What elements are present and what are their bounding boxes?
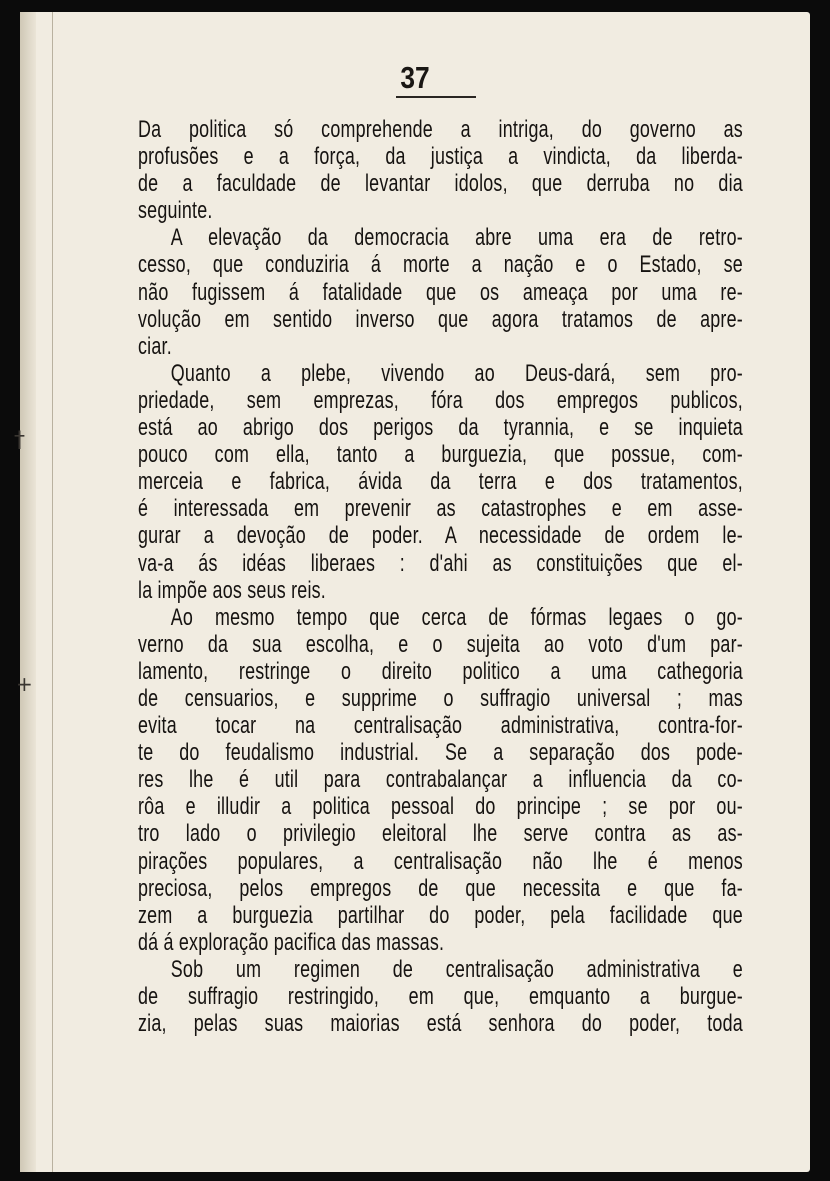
text-line: profusões e a força, da justiça a vindicta, da liberda- xyxy=(138,143,743,171)
page-gutter xyxy=(20,12,36,1172)
text-line: te do feudalismo industrial. Se a separação dos pode- xyxy=(138,739,743,767)
text-line: ciar. xyxy=(138,332,172,360)
text-line: está ao abrigo dos perigos da tyrannia, e se inquieta xyxy=(138,414,743,442)
text-line: zia, pelas suas maiorias está senhora do poder, toda xyxy=(138,1010,743,1038)
text-line: cesso, que conduziria á morte a nação e o Estado, se xyxy=(138,251,743,279)
text-line: de censuarios, e supprime o suffragio universal ; mas xyxy=(138,684,743,712)
text-line: la impõe aos seus reis. xyxy=(138,576,327,604)
text-line: Da politica só comprehende a intriga, do governo as xyxy=(138,116,743,143)
paragraph-3 xyxy=(138,360,743,604)
text-line: va-a ás idéas liberaes : d'ahi as constituições que el- xyxy=(138,549,743,577)
text-line: merceia e fabrica, ávida da terra e dos tratamentos, xyxy=(138,468,743,496)
text-line: rôa e illudir a politica pessoal do principe ; se por ou- xyxy=(138,793,743,821)
text-line: lamento, restringe o direito politico a uma cathegoria xyxy=(138,657,743,685)
text-line: priedade, sem emprezas, fóra dos empregos publicos, xyxy=(138,386,743,414)
text-line: pirações populares, a centralisação não lhe é menos xyxy=(138,847,743,875)
text-line: Ao mesmo tempo que cerca de fórmas legaes o go- xyxy=(170,603,743,631)
text-line: A elevação da democracia abre uma era de retro- xyxy=(170,224,743,252)
paragraph-2 xyxy=(138,224,743,359)
text-line: dá á exploração pacifica das massas. xyxy=(138,928,445,956)
text-line: de a faculdade de levantar idolos, que derruba no dia xyxy=(138,170,743,198)
text-line: verno da sua escolha, e o sujeita ao voto d'um par- xyxy=(138,630,743,658)
text-line: preciosa, pelos empregos de que necessita e que fa- xyxy=(138,874,743,902)
text-line: Sob um regimen de centralisação administrativa e xyxy=(170,955,743,983)
text-line: volução em sentido inverso que agora tratamos de apre- xyxy=(138,305,743,333)
text-line: é interessada em prevenir as catastrophes e em asse- xyxy=(138,495,743,523)
text-line: não fugissem á fatalidade que os ameaça por uma re- xyxy=(138,278,743,306)
text-line: zem a burguezia partilhar do poder, pela facilidade que xyxy=(138,901,743,929)
paragraph-1 xyxy=(138,116,743,224)
text-line: res lhe é util para contrabalançar a influencia da co- xyxy=(138,766,743,794)
text-line: pouco com ella, tanto a burguezia, que possue, com- xyxy=(138,441,743,469)
book-page xyxy=(14,12,810,1172)
arrow-mark: + xyxy=(16,672,33,696)
dagger-mark: † xyxy=(14,428,25,453)
paragraph-5 xyxy=(138,956,743,1037)
text-line: seguinte. xyxy=(138,197,213,225)
body-text xyxy=(138,116,743,1037)
page-number-rule xyxy=(396,96,476,98)
text-line: Quanto a plebe, vivendo ao Deus-dará, sem pro- xyxy=(170,359,743,387)
text-line: gurar a devoção de poder. A necessidade de ordem le- xyxy=(138,522,743,550)
text-line: tro lado o privilegio eleitoral lhe serve contra as as- xyxy=(138,820,743,848)
page-number: 37 xyxy=(400,60,430,95)
text-line: de suffragio restringido, em que, emquanto a burgue- xyxy=(138,983,743,1010)
spine-line xyxy=(52,12,53,1172)
text-line: evita tocar na centralisação administrativa, contra-for- xyxy=(138,712,743,740)
paragraph-4 xyxy=(138,604,743,956)
